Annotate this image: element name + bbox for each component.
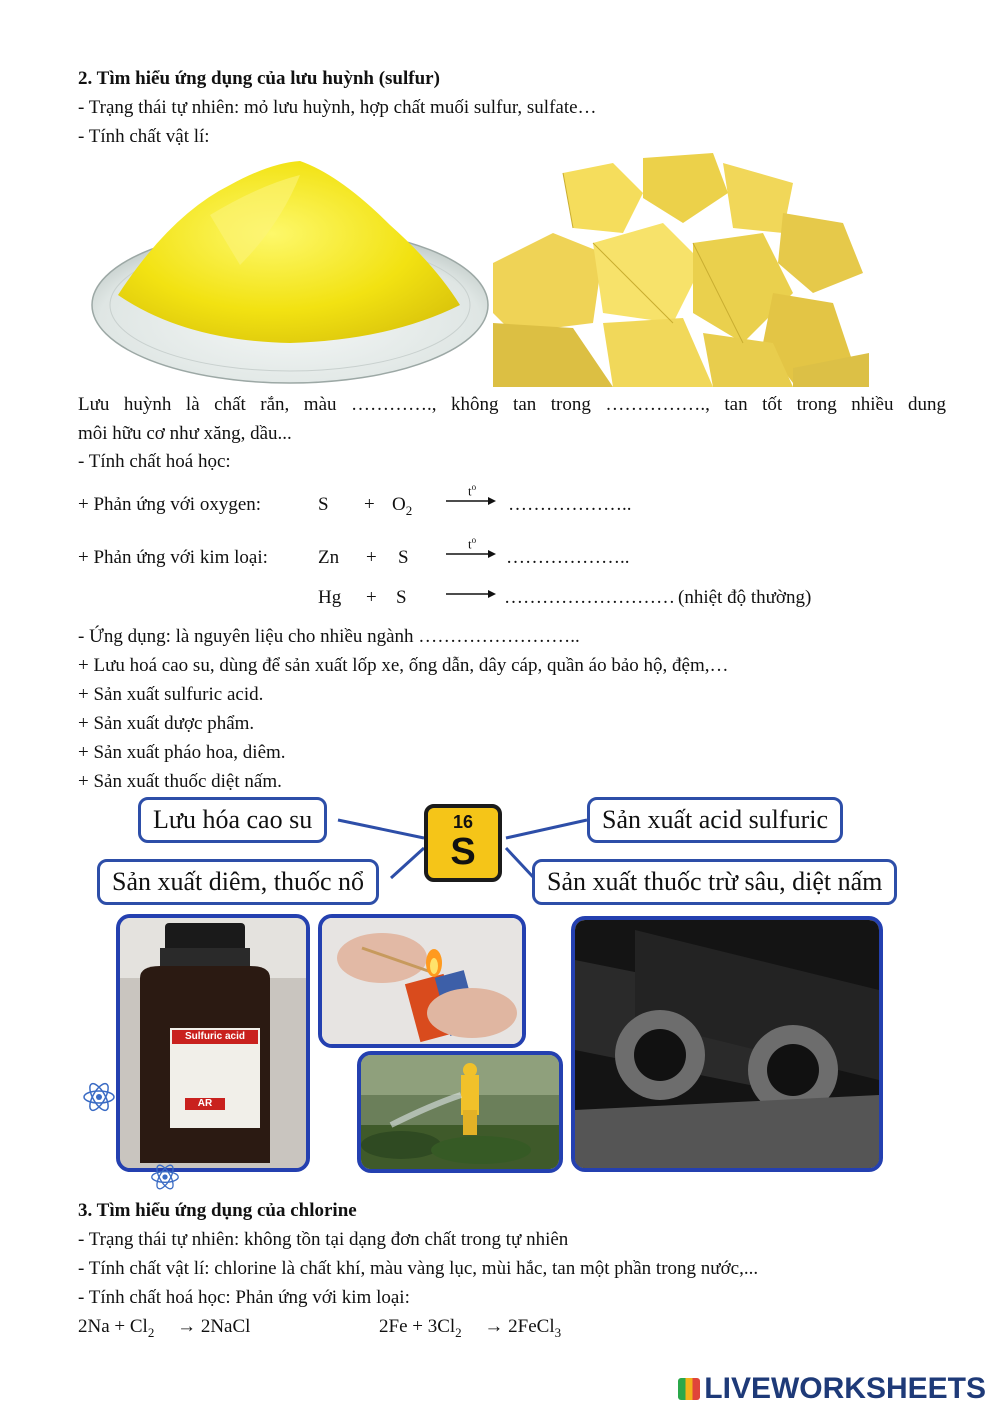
application-item: + Lưu hoá cao su, dùng để sản xuất lốp xe, ống dẫn, dây cáp, quần áo bảo hộ, đệm,…	[78, 655, 729, 676]
applications-label: - Ứng dụng: là nguyên liệu cho nhiều ngành ……………………..	[78, 626, 580, 647]
oxygen-product-blank[interactable]: ………………..	[508, 494, 632, 515]
hg-product-blank[interactable]: ………………………	[504, 587, 675, 608]
physical-line-2: môi hữu cơ như xăng, dầu...	[78, 423, 292, 444]
application-item: + Sản xuất thuốc diệt nấm.	[78, 771, 282, 792]
oxygen-reactant-s: S	[318, 494, 329, 515]
atomic-number: 16	[452, 812, 474, 832]
liveworksheets-mark-icon	[678, 1378, 700, 1400]
application-item: + Sản xuất pháo hoa, diêm.	[78, 742, 286, 763]
sulfur-powder-photo	[90, 155, 490, 387]
oxygen-plus: +	[364, 494, 375, 515]
atom-icon	[150, 1162, 180, 1192]
pesticide-spraying-photo	[357, 1051, 563, 1173]
atom-icon	[82, 1080, 116, 1114]
natural-state-text: - Trạng thái tự nhiên: mỏ lưu huỳnh, hợp chất muối sulfur, sulfate…	[78, 97, 597, 118]
physical-line-1: Lưu huỳnh là chất rắn, màu …………., không tan trong ……………., tan tốt trong nhiều dung	[78, 394, 946, 415]
zn-product-blank[interactable]: ………………..	[506, 547, 630, 568]
oxygen-reaction-arrow	[446, 484, 496, 514]
hg-room-temperature-note: (nhiệt độ thường)	[678, 587, 812, 608]
section-3-heading: 3. Tìm hiểu ứng dụng của chlorine	[78, 1200, 357, 1221]
application-item: + Sản xuất dược phẩm.	[78, 713, 255, 734]
lighting-match-photo	[318, 914, 526, 1048]
callout-pesticides-fungicides: Sản xuất thuốc trừ sâu, diệt nấm	[532, 859, 897, 905]
zn-plus: +	[366, 547, 377, 568]
sulfur-element-tile	[424, 804, 502, 882]
chlorine-physical-properties: - Tính chất vật lí: chlorine là chất khí, màu vàng lục, mùi hắc, tan một phần trong nước,...	[78, 1258, 759, 1279]
equation-iron-chlorine: $2Fe + 3Cl_2$ → 2FeCl$_3$	[379, 1316, 562, 1340]
equation-sodium-chlorine: $2Na + Cl_2$ → 2NaCl	[78, 1316, 251, 1340]
rubber-tubes-photo	[571, 916, 883, 1172]
physical-properties-label: - Tính chất vật lí:	[78, 126, 210, 147]
chlorine-natural-state: - Trạng thái tự nhiên: không tồn tại dạng đơn chất trong tự nhiên	[78, 1229, 569, 1250]
liveworksheets-logo: LIVEWORKSHEETS	[678, 1372, 986, 1406]
oxygen-reaction-label: + Phản ứng với oxygen:	[78, 494, 262, 515]
sulfuric-acid-bottle-photo	[116, 914, 310, 1172]
bottle-label-text: Sulfuric acid	[184, 1031, 245, 1042]
chemical-properties-label: - Tính chất hoá học:	[78, 451, 231, 472]
heat-condition: $t^o$	[468, 482, 477, 499]
callout-rubber-vulcanization: Lưu hóa cao su	[138, 797, 327, 843]
heat-condition: $t^o$	[468, 535, 477, 552]
zn-s-reactant: S	[398, 547, 409, 568]
hg-reactant: Hg	[318, 587, 342, 608]
metal-reaction-label: + Phản ứng với kim loại:	[78, 547, 268, 568]
element-symbol: S	[450, 831, 476, 873]
bottle-badge: AR	[197, 1098, 213, 1109]
callout-sulfuric-acid: Sản xuất acid sulfuric	[587, 797, 843, 843]
sulfur-lumps-photo	[493, 153, 869, 387]
oxygen-reactant-o2: $O_2$	[392, 494, 413, 518]
hg-plus: +	[366, 587, 377, 608]
physical-properties-paragraph	[78, 390, 946, 448]
chlorine-chemical-properties: - Tính chất hoá học: Phản ứng với kim loại:	[78, 1287, 410, 1308]
section-2-heading: 2. Tìm hiểu ứng dụng của lưu huỳnh (sulfur)	[78, 68, 440, 89]
hg-s-reactant: S	[396, 587, 407, 608]
callout-matches-explosives: Sản xuất diêm, thuốc nổ	[97, 859, 379, 905]
application-item: + Sản xuất sulfuric acid.	[78, 684, 264, 705]
zn-reactant: Zn	[318, 547, 340, 568]
zn-reaction-arrow	[446, 537, 496, 567]
hg-reaction-arrow	[446, 577, 496, 607]
